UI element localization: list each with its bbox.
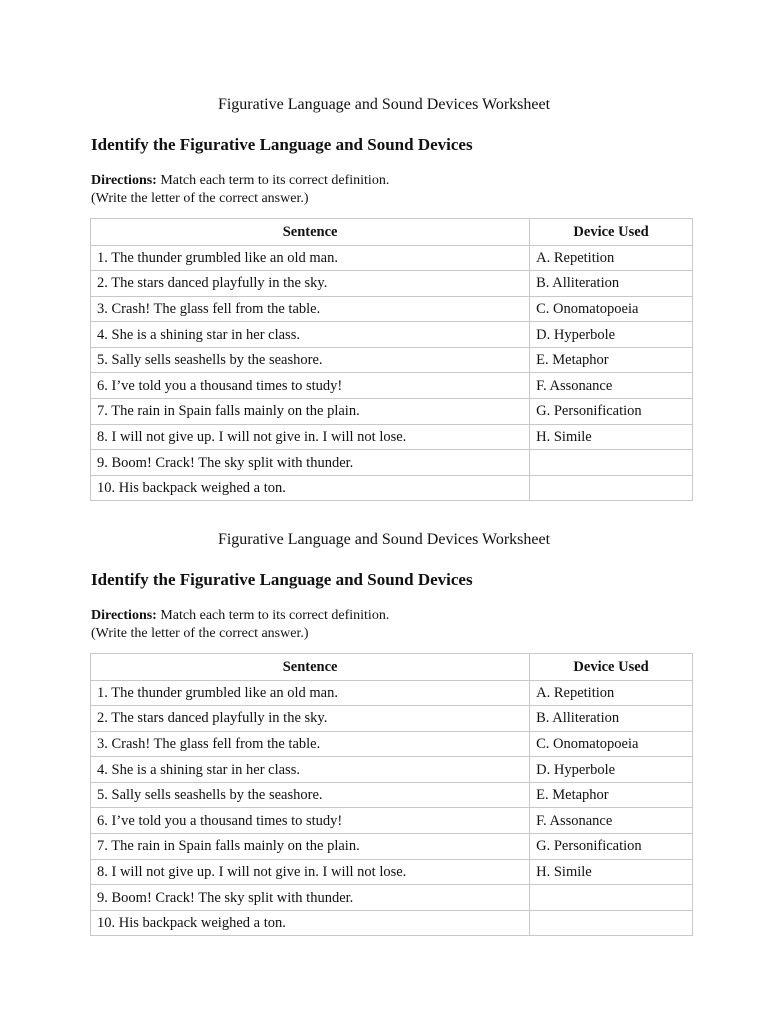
directions xyxy=(91,172,389,208)
directions xyxy=(91,607,389,643)
table-row xyxy=(91,782,693,808)
sentence-cell: 10. His backpack weighed a ton. xyxy=(91,910,530,936)
table-row xyxy=(91,808,693,834)
device-cell: G. Personification xyxy=(530,399,693,425)
worksheet-title: Figurative Language and Sound Devices Worksheet xyxy=(217,531,551,548)
sentence-cell: 5. Sally sells seashells by the seashore. xyxy=(91,782,530,808)
sentence-cell: 2. The stars danced playfully in the sky. xyxy=(91,706,530,732)
sentence-cell: 7. The rain in Spain falls mainly on the plain. xyxy=(91,399,530,425)
directions-note: (Write the letter of the correct answer.) xyxy=(91,626,309,641)
sentence-cell: 4. She is a shining star in her class. xyxy=(91,322,530,348)
sentence-cell: 4. She is a shining star in her class. xyxy=(91,757,530,783)
directions-note: (Write the letter of the correct answer.) xyxy=(91,191,309,206)
sentence-cell: 5. Sally sells seashells by the seashore. xyxy=(91,347,530,373)
table-row xyxy=(91,399,693,425)
sentence-cell: 6. I’ve told you a thousand times to study! xyxy=(91,373,530,399)
device-cell: H. Simile xyxy=(530,424,693,450)
directions-label: Directions: xyxy=(91,173,157,188)
device-cell: B. Alliteration xyxy=(530,706,693,732)
device-cell xyxy=(530,475,693,501)
sentence-cell: 1. The thunder grumbled like an old man. xyxy=(91,245,530,271)
directions-text: Match each term to its correct definition. xyxy=(156,173,390,188)
device-cell: A. Repetition xyxy=(530,680,693,706)
device-cell: E. Metaphor xyxy=(530,782,693,808)
directions-label: Directions: xyxy=(91,608,157,623)
sentence-cell: 3. Crash! The glass fell from the table. xyxy=(91,731,530,757)
table-row xyxy=(91,271,693,297)
device-cell xyxy=(530,910,693,936)
sentence-cell: 6. I’ve told you a thousand times to study! xyxy=(91,808,530,834)
sentence-cell: 7. The rain in Spain falls mainly on the plain. xyxy=(91,834,530,860)
device-cell xyxy=(530,885,693,911)
sentence-cell: 9. Boom! Crack! The sky split with thunder. xyxy=(91,450,530,476)
device-cell xyxy=(530,450,693,476)
table-row xyxy=(91,475,693,501)
table-row xyxy=(91,731,693,757)
table-row xyxy=(91,373,693,399)
table-row xyxy=(91,680,693,706)
directions-text: Match each term to its correct definition. xyxy=(156,608,390,623)
header-device-used: Device Used xyxy=(530,219,693,246)
device-cell: C. Onomatopoeia xyxy=(530,731,693,757)
worksheet-title: Figurative Language and Sound Devices Worksheet xyxy=(217,96,551,113)
device-cell: G. Personification xyxy=(530,834,693,860)
device-cell: F. Assonance xyxy=(530,808,693,834)
device-cell: F. Assonance xyxy=(530,373,693,399)
table-header-row xyxy=(91,654,693,681)
section-heading: Identify the Figurative Language and Sound Devices xyxy=(91,135,473,154)
sentence-cell: 1. The thunder grumbled like an old man. xyxy=(91,680,530,706)
sentence-cell: 8. I will not give up. I will not give in. I will not lose. xyxy=(91,859,530,885)
device-cell: H. Simile xyxy=(530,859,693,885)
matching-table xyxy=(90,653,693,936)
sentence-cell: 10. His backpack weighed a ton. xyxy=(91,475,530,501)
device-cell: D. Hyperbole xyxy=(530,757,693,783)
table-row xyxy=(91,450,693,476)
table-row xyxy=(91,424,693,450)
device-cell: E. Metaphor xyxy=(530,347,693,373)
table-row xyxy=(91,757,693,783)
device-cell: B. Alliteration xyxy=(530,271,693,297)
section-heading: Identify the Figurative Language and Sound Devices xyxy=(91,570,473,589)
sentence-cell: 8. I will not give up. I will not give in. I will not lose. xyxy=(91,424,530,450)
table-row xyxy=(91,910,693,936)
table-row xyxy=(91,859,693,885)
device-cell: D. Hyperbole xyxy=(530,322,693,348)
table-row xyxy=(91,706,693,732)
sentence-cell: 2. The stars danced playfully in the sky. xyxy=(91,271,530,297)
table-row xyxy=(91,885,693,911)
device-cell: A. Repetition xyxy=(530,245,693,271)
table-row xyxy=(91,296,693,322)
table-row xyxy=(91,322,693,348)
sentence-cell: 3. Crash! The glass fell from the table. xyxy=(91,296,530,322)
table-row xyxy=(91,834,693,860)
sentence-cell: 9. Boom! Crack! The sky split with thunder. xyxy=(91,885,530,911)
device-cell: C. Onomatopoeia xyxy=(530,296,693,322)
header-device-used: Device Used xyxy=(530,654,693,681)
header-sentence: Sentence xyxy=(91,219,530,246)
header-sentence: Sentence xyxy=(91,654,530,681)
table-header-row xyxy=(91,219,693,246)
table-row xyxy=(91,245,693,271)
matching-table xyxy=(90,218,693,501)
table-row xyxy=(91,347,693,373)
